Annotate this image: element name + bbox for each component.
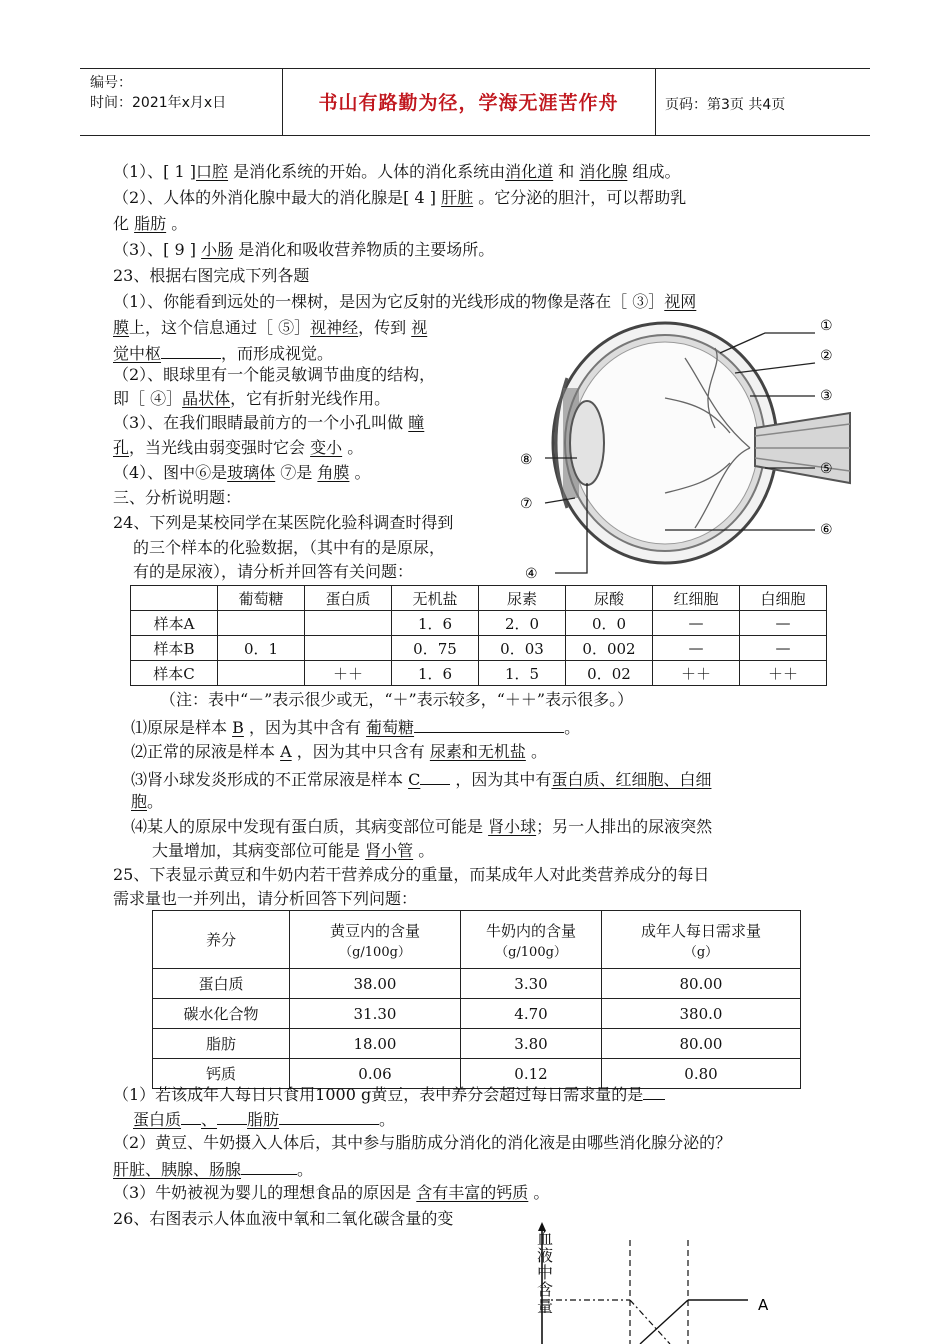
q24-answer-3: ⑶肾小球发炎形成的不正常尿液是样本 C ，因为其中有蛋白质、红细胞、白细 xyxy=(131,766,711,792)
table-cell: 0．002 xyxy=(566,636,653,661)
table-header-cell: 成年人每日需求量 （g） xyxy=(602,911,801,969)
q22-line-3: 化 脂肪 。 xyxy=(113,214,188,233)
q23-line-6: （3）、在我们眼睛最前方的一个小孔叫做 瞳 xyxy=(113,413,425,432)
q25-answer-2: （2）黄豆、牛奶摄入人体后，其中参与脂肪成分消化的消化液是由哪些消化腺分泌的？ xyxy=(113,1133,732,1152)
nutrient-table xyxy=(152,910,801,1089)
table-cell: 白细胞 xyxy=(740,586,827,611)
q25-answer-1-cont: 蛋白质 、 脂肪 。 xyxy=(133,1106,395,1132)
sample-table xyxy=(130,585,827,686)
table-cell: — xyxy=(740,636,827,661)
header-motto: 书山有路勤为径，学海无涯苦作舟 xyxy=(318,92,619,114)
q24-line-1: 24、下列是某校同学在某医院化验科调查时得到 xyxy=(113,513,454,532)
q24-answer-4-cont: 大量增加，其病变部位可能是 肾小管 。 xyxy=(152,841,435,860)
table-cell: 样本B xyxy=(131,636,218,661)
table-cell xyxy=(131,586,218,611)
eye-label-5: ⑤ xyxy=(820,461,833,477)
q25-line-1: 25、下表显示黄豆和牛奶内若干营养成分的重量，而某成年人对此类营养成分的每日 xyxy=(113,865,710,884)
table-cell: 4.70 xyxy=(461,999,602,1029)
table-cell: 0．02 xyxy=(566,661,653,686)
table-cell: 0.06 xyxy=(290,1059,461,1089)
eye-label-8: ⑧ xyxy=(520,452,533,468)
eye-label-3: ③ xyxy=(820,388,833,404)
q24-line-2: 的三个样本的化验数据，（其中有的是原尿， xyxy=(133,538,446,557)
table-cell: ＋＋ xyxy=(740,661,827,686)
table-cell: 钙质 xyxy=(153,1059,290,1089)
table-header-cell: 黄豆内的含量 （g/100g） xyxy=(290,911,461,969)
eye-label-7: ⑦ xyxy=(520,496,533,512)
eye-label-1: ① xyxy=(820,318,833,334)
table-cell: 2．0 xyxy=(479,611,566,636)
table-cell: 1．6 xyxy=(392,611,479,636)
q25-line-2: 需求量也一并列出，请分析回答下列问题： xyxy=(113,889,418,908)
table-row xyxy=(131,636,827,661)
q25-answer-3: （3）牛奶被视为婴儿的理想食品的原因是 含有丰富的钙质 。 xyxy=(113,1183,550,1202)
table-cell: ＋＋ xyxy=(653,661,740,686)
q24-answer-3-cont: 胞。 xyxy=(131,792,164,811)
table-cell: 1．5 xyxy=(479,661,566,686)
q23-line-8: （4）、图中⑥是玻璃体 ⑦是 角膜 。 xyxy=(113,463,371,482)
table-cell: — xyxy=(740,611,827,636)
q24-answer-4: ⑷某人的原尿中发现有蛋白质，其病变部位可能是 肾小球；另一人排出的尿液突然 xyxy=(131,817,713,836)
table-cell: 红细胞 xyxy=(653,586,740,611)
q26-line-1: 26、右图表示人体血液中氧和二氧化碳含量的变 xyxy=(113,1209,454,1228)
table-header-cell: 牛奶内的含量 （g/100g） xyxy=(461,911,602,969)
eye-diagram xyxy=(515,308,855,598)
table-cell: 尿酸 xyxy=(566,586,653,611)
table-cell: 蛋白质 xyxy=(305,586,392,611)
eye-label-6: ⑥ xyxy=(820,522,833,538)
table-cell: 18.00 xyxy=(290,1029,461,1059)
q23-line-5: 即［ ④］晶状体，它有折射光线作用。 xyxy=(113,389,391,408)
header-top-rule xyxy=(80,68,870,69)
table-cell: 样本A xyxy=(131,611,218,636)
doc-number-label: 编号： xyxy=(90,75,132,91)
table-cell: 0．03 xyxy=(479,636,566,661)
graph-y-label: 血液中含量 xyxy=(537,1229,554,1316)
blood-gas-graph xyxy=(530,1222,790,1344)
table-cell: ＋＋ xyxy=(305,661,392,686)
table-cell: 380.0 xyxy=(602,999,801,1029)
table-cell: 80.00 xyxy=(602,1029,801,1059)
q25-answer-1: （1）若该成年人每日只食用1000 g黄豆，表中养分会超过每日需求量的是 xyxy=(113,1081,665,1107)
q22-line-1: （1）、[ 1 ]口腔 是消化系统的开始。人体的消化系统由消化道 和 消化腺 组成。 xyxy=(113,162,681,181)
header-divider xyxy=(655,68,656,135)
table-cell: 脂肪 xyxy=(153,1029,290,1059)
table-cell: 0．75 xyxy=(392,636,479,661)
q24-note: （注：表中“－”表示很少或无，“＋”表示较多，“＋＋”表示很多。） xyxy=(160,690,634,709)
q22-line-4: （3）、[ 9 ] 小肠 是消化和吸收营养物质的主要场所。 xyxy=(113,240,495,259)
table-cell: 3.30 xyxy=(461,969,602,999)
table-cell: 80.00 xyxy=(602,969,801,999)
q23-line-1: （1）、你能看到远处的一棵树，是因为它反射的光线形成的物像是落在［ ③］视网 xyxy=(113,292,697,311)
table-header-row xyxy=(131,586,827,611)
q24-answer-2: ⑵正常的尿液是样本 A ，因为其中只含有 尿素和无机盐 。 xyxy=(131,742,547,761)
table-header-row xyxy=(153,911,801,969)
q22-line-2: （2）、人体的外消化腺中最大的消化腺是[ 4 ] 肝脏 。它分泌的胆汁，可以帮助乳 xyxy=(113,188,687,207)
table-cell: — xyxy=(653,611,740,636)
table-cell xyxy=(218,661,305,686)
table-row xyxy=(131,611,827,636)
q23-line-2: 膜上，这个信息通过［ ⑤］视神经，传到 视 xyxy=(113,318,428,337)
table-cell: 尿素 xyxy=(479,586,566,611)
doc-date-label: 时间：2021年x月x日 xyxy=(90,95,227,111)
table-row xyxy=(131,661,827,686)
table-cell: 碳水化合物 xyxy=(153,999,290,1029)
table-row xyxy=(153,969,801,999)
curve-A-rise xyxy=(640,1300,688,1344)
table-cell xyxy=(305,611,392,636)
table-cell: 0．1 xyxy=(218,636,305,661)
q24-line-3: 有的是尿液），请分析并回答有关问题： xyxy=(133,562,414,581)
table-cell: 1．6 xyxy=(392,661,479,686)
q24-answer-1: ⑴原尿是样本 B ，因为其中含有 葡萄糖 。 xyxy=(131,714,580,740)
table-cell: 蛋白质 xyxy=(153,969,290,999)
table-cell: 31.30 xyxy=(290,999,461,1029)
table-cell xyxy=(218,611,305,636)
q25-answer-2-cont: 肝脏、胰腺、肠腺 。 xyxy=(113,1156,313,1182)
q23-line-3: 觉中枢 ，而形成视觉。 xyxy=(113,340,333,366)
table-cell: 0.12 xyxy=(461,1059,602,1089)
table-cell: 葡萄糖 xyxy=(218,586,305,611)
eyeball xyxy=(553,323,850,563)
table-row xyxy=(153,1029,801,1059)
table-cell: 样本C xyxy=(131,661,218,686)
table-row xyxy=(153,999,801,1029)
curve-label-A: A xyxy=(758,1296,769,1314)
section-3-title: 三、分析说明题： xyxy=(113,488,242,507)
page-number-label: 页码：第3页 共4页 xyxy=(665,97,786,113)
table-cell: — xyxy=(653,636,740,661)
q23-line-4: （2）、眼球里有一个能灵敏调节曲度的结构， xyxy=(113,365,436,384)
q23-title: 23、根据右图完成下列各题 xyxy=(113,266,310,285)
table-cell: 38.00 xyxy=(290,969,461,999)
table-cell xyxy=(305,636,392,661)
eye-label-2: ② xyxy=(820,348,833,364)
q23-line-7: 孔，当光线由弱变强时它会 变小 。 xyxy=(113,438,364,457)
table-cell: 3.80 xyxy=(461,1029,602,1059)
eye-label-4: ④ xyxy=(525,566,538,582)
header-bottom-rule xyxy=(80,135,870,136)
table-cell: 无机盐 xyxy=(392,586,479,611)
table-cell: 0.80 xyxy=(602,1059,801,1089)
table-header-cell: 养分 xyxy=(153,911,290,969)
table-cell: 0．0 xyxy=(566,611,653,636)
